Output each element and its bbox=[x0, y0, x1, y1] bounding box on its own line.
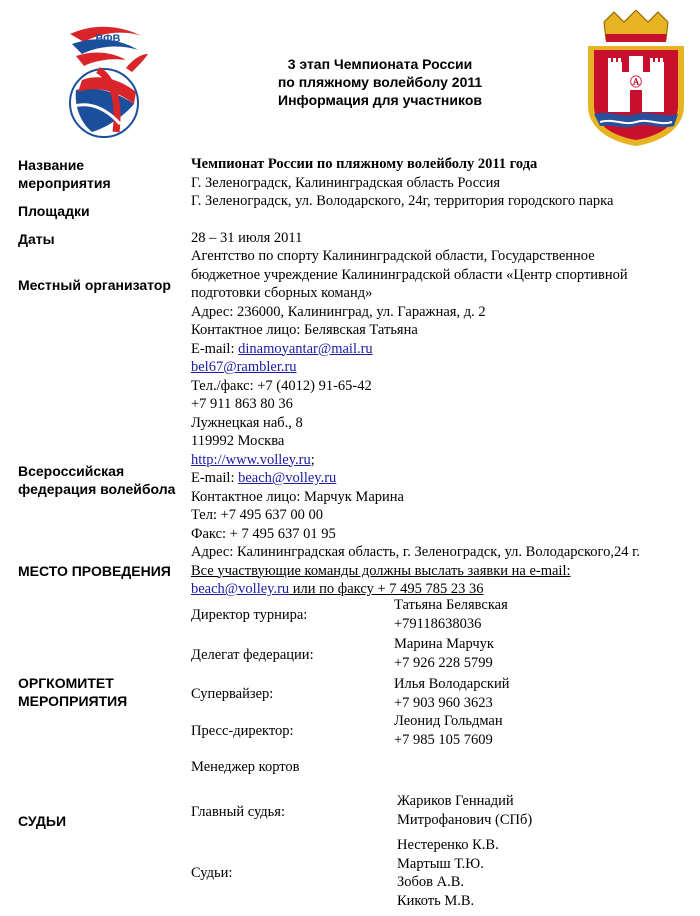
event-title: Чемпионат России по пляжному волейболу 2011 года bbox=[191, 156, 538, 172]
application-note: Все участвующие команды должны выслать заявки на e-mail: bbox=[191, 562, 571, 579]
venue-address: Г. Зеленоградск, ул. Володарского, 24г, территория городского парка bbox=[191, 193, 614, 209]
label-referees: СУДЬИ bbox=[18, 813, 67, 829]
fed-url-link[interactable]: http://www.volley.ru bbox=[191, 451, 311, 468]
fed-address-street: Лужнецкая наб., 8 bbox=[191, 414, 303, 431]
org-line: Агентство по спорту Калининградской области, Государственное bbox=[191, 248, 595, 264]
label-local-organizer: Местный организатор bbox=[18, 277, 171, 293]
label-venue-location: МЕСТО ПРОВЕДЕНИЯ bbox=[18, 563, 171, 579]
event-dates: 28 – 31 июля 2011 bbox=[191, 230, 303, 246]
org-line: подготовки сборных команд» bbox=[191, 285, 373, 301]
header-line-1: 3 этап Чемпионата России bbox=[287, 56, 473, 72]
org-phone: Тел./факс: +7 (4012) 91-65-42 bbox=[191, 377, 372, 394]
federation-logo bbox=[62, 20, 152, 145]
application-contact: beach@volley.ru или по факсу + 7 495 785 23 36 bbox=[191, 581, 484, 597]
org-mobile: +7 911 863 80 36 bbox=[191, 396, 293, 412]
committee-role: Супервайзер: bbox=[191, 686, 274, 702]
committee-person: Марина Марчук +7 926 228 5799 bbox=[394, 636, 494, 671]
fed-email-link[interactable]: beach@volley.ru bbox=[238, 470, 337, 486]
committee-role: Менеджер кортов bbox=[191, 759, 300, 775]
venue-full-address: Адрес: Калининградская область, г. Зеленоградск, ул. Володарского,24 г. bbox=[191, 544, 641, 560]
info-block bbox=[191, 155, 613, 211]
coat-of-arms bbox=[582, 10, 690, 148]
judges-list bbox=[397, 836, 499, 910]
judge-name: Зобов А.В. bbox=[397, 874, 465, 890]
document-header bbox=[230, 55, 530, 109]
label-venues: Площадки bbox=[18, 203, 90, 219]
committee-person: Татьяна Белявская +79118638036 bbox=[394, 597, 508, 632]
committee-role: Пресс-директор: bbox=[191, 723, 294, 739]
judge-name: Мартыш Т.Ю. bbox=[397, 855, 484, 872]
org-email-link[interactable]: dinamoyantar@mail.ru bbox=[238, 340, 373, 357]
fed-email-row: E-mail: beach@volley.ru bbox=[191, 470, 337, 486]
fed-address-city: 119992 Москва bbox=[191, 433, 285, 449]
committee-person: Илья Володарский +7 903 960 3623 bbox=[394, 676, 510, 711]
org-line: Контактное лицо: Белявская Татьяна bbox=[191, 322, 418, 338]
fed-fax: Факс: + 7 495 637 01 95 bbox=[191, 525, 336, 542]
label-dates: Даты bbox=[18, 231, 55, 247]
chief-referee-role: Главный судья: bbox=[191, 804, 285, 820]
committee-role: Делегат федерации: bbox=[191, 647, 314, 663]
fed-url-row: http://www.volley.ru; bbox=[191, 451, 315, 468]
org-line: бюджетное учреждение Калининградской области «Центр спортивной bbox=[191, 266, 628, 283]
label-event-name: Название мероприятия bbox=[18, 157, 111, 191]
org-line: Адрес: 236000, Калининград, ул. Гаражная, д. 2 bbox=[191, 303, 486, 320]
label-federation: Всероссийская федерация волейбола bbox=[18, 463, 176, 497]
organizer-block bbox=[191, 247, 640, 599]
logo-text: ВФВ bbox=[95, 33, 121, 45]
fed-tel: Тел: +7 495 637 00 00 bbox=[191, 507, 324, 523]
event-city: Г. Зеленоградск, Калининградская область Россия bbox=[191, 174, 501, 191]
org-email2-link[interactable]: bel67@rambler.ru bbox=[191, 359, 297, 375]
header-line-2: по пляжному волейболу 2011 bbox=[277, 74, 483, 90]
committee-person: Леонид Гольдман +7 985 105 7609 bbox=[394, 713, 503, 748]
committee-role: Директор турнира: bbox=[191, 607, 308, 623]
label-org-committee: ОРГКОМИТЕТ МЕРОПРИЯТИЯ bbox=[18, 675, 128, 709]
apply-email-link[interactable]: beach@volley.ru bbox=[191, 581, 290, 597]
judges-role: Судьи: bbox=[191, 865, 233, 881]
svg-text:Ⓐ: Ⓐ bbox=[629, 75, 643, 89]
fed-contact: Контактное лицо: Марчук Марина bbox=[191, 488, 404, 505]
judge-name: Нестеренко К.В. bbox=[397, 837, 499, 853]
org-email-row: E-mail: dinamoyantar@mail.ru bbox=[191, 340, 373, 357]
header-line-3: Информация для участников bbox=[278, 92, 482, 108]
judge-name: Кикоть М.В. bbox=[397, 892, 475, 909]
chief-referee-name: Жариков Геннадий Митрофанович (СПб) bbox=[397, 793, 533, 828]
